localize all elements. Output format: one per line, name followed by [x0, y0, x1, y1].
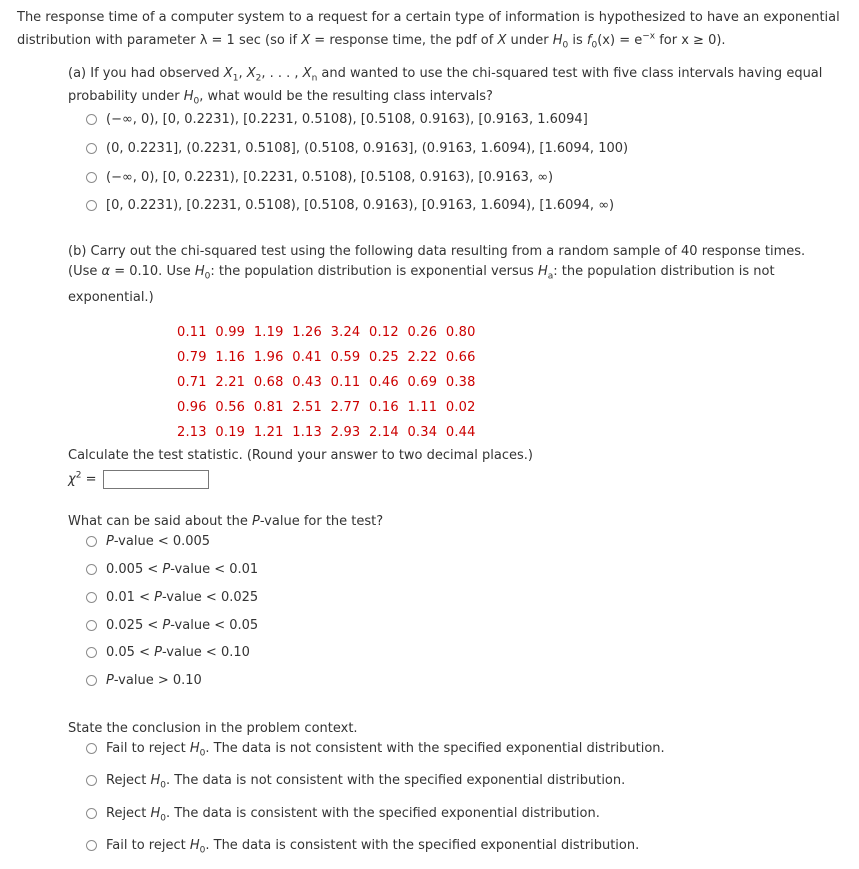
pvalue-option-1[interactable]: P-value < 0.005: [86, 534, 210, 549]
intro-line-1: The response time of a computer system to a request for a certain type of information is hypothesized to have an exponential: [17, 10, 840, 25]
radio-button[interactable]: [86, 564, 97, 575]
part-b-question-line-2: (Use α = 0.10. Use $H_0$: the population distribution is exponential versus $H_a$: the population distribution is not: [68, 264, 775, 282]
data-row-2: 0.79 1.16 1.96 0.41 0.59 0.25 2.22 0.66: [177, 350, 476, 365]
chi-squared-label: $\chi^2$ =: [68, 470, 97, 487]
data-row-4: 0.96 0.56 0.81 2.51 2.77 0.16 1.11 0.02: [177, 400, 476, 415]
pvalue-option-4[interactable]: 0.025 < P-value < 0.05: [86, 618, 258, 633]
conclusion-prompt: State the conclusion in the problem context.: [68, 721, 358, 736]
radio-button[interactable]: [86, 743, 97, 754]
test-statistic-input[interactable]: [103, 470, 209, 489]
pvalue-option-5[interactable]: 0.05 < P-value < 0.10: [86, 645, 250, 660]
pvalue-option-2[interactable]: 0.005 < P-value < 0.01: [86, 562, 258, 577]
interval-option-1[interactable]: (−∞, 0), [0, 0.2231), [0.2231, 0.5108), [0.5108, 0.9163), [0.9163, 1.6094]: [86, 112, 588, 127]
interval-option-4[interactable]: [0, 0.2231), [0.2231, 0.5108), [0.5108, 0.9163), [0.9163, 1.6094), [1.6094, ∞): [86, 198, 614, 213]
pvalue-prompt: What can be said about the P-value for the test?: [68, 514, 384, 529]
radio-button[interactable]: [86, 592, 97, 603]
radio-button[interactable]: [86, 840, 97, 851]
part-a-question-line-1: (a) If you had observed $X_1$, $X_2$, . . . , $X_n$ and wanted to use the chi-squared test with five class intervals having equal: [68, 66, 823, 84]
pvalue-option-6[interactable]: P-value > 0.10: [86, 673, 202, 688]
part-a-question-line-2: probability under $H_0$, what would be the resulting class intervals?: [68, 89, 493, 107]
radio-button[interactable]: [86, 808, 97, 819]
data-row-1: 0.11 0.99 1.19 1.26 3.24 0.12 0.26 0.80: [177, 325, 476, 340]
radio-button[interactable]: [86, 143, 97, 154]
conclusion-option-2[interactable]: Reject $H_0$. The data is not consistent with the specified exponential distribution.: [86, 773, 625, 788]
data-row-5: 2.13 0.19 1.21 1.13 2.93 2.14 0.34 0.44: [177, 425, 476, 440]
interval-option-3[interactable]: (−∞, 0), [0, 0.2231), [0.2231, 0.5108), [0.5108, 0.9163), [0.9163, ∞): [86, 170, 553, 185]
part-b-question-line-1: (b) Carry out the chi-squared test using the following data resulting from a random sample of 40 response times.: [68, 244, 806, 259]
radio-button[interactable]: [86, 647, 97, 658]
interval-option-2[interactable]: (0, 0.2231], (0.2231, 0.5108], (0.5108, 0.9163], (0.9163, 1.6094), [1.6094, 100): [86, 141, 628, 156]
radio-button[interactable]: [86, 620, 97, 631]
intro-line-2: distribution with parameter λ = 1 sec (so if X = response time, the pdf of X under $H_0$ is $f_0(x) = e^{-x}$ for x ≥ 0).: [17, 31, 726, 51]
radio-button[interactable]: [86, 114, 97, 125]
radio-button[interactable]: [86, 536, 97, 547]
data-row-3: 0.71 2.21 0.68 0.43 0.11 0.46 0.69 0.38: [177, 375, 476, 390]
pvalue-option-3[interactable]: 0.01 < P-value < 0.025: [86, 590, 258, 605]
radio-button[interactable]: [86, 172, 97, 183]
radio-button[interactable]: [86, 675, 97, 686]
radio-button[interactable]: [86, 200, 97, 211]
conclusion-option-4[interactable]: Fail to reject $H_0$. The data is consistent with the specified exponential distribution.: [86, 838, 639, 853]
radio-button[interactable]: [86, 775, 97, 786]
calc-prompt: Calculate the test statistic. (Round your answer to two decimal places.): [68, 448, 533, 463]
conclusion-option-1[interactable]: Fail to reject $H_0$. The data is not consistent with the specified exponential distribution.: [86, 741, 665, 756]
part-b-question-line-3: exponential.): [68, 290, 154, 305]
conclusion-option-3[interactable]: Reject $H_0$. The data is consistent with the specified exponential distribution.: [86, 806, 600, 821]
